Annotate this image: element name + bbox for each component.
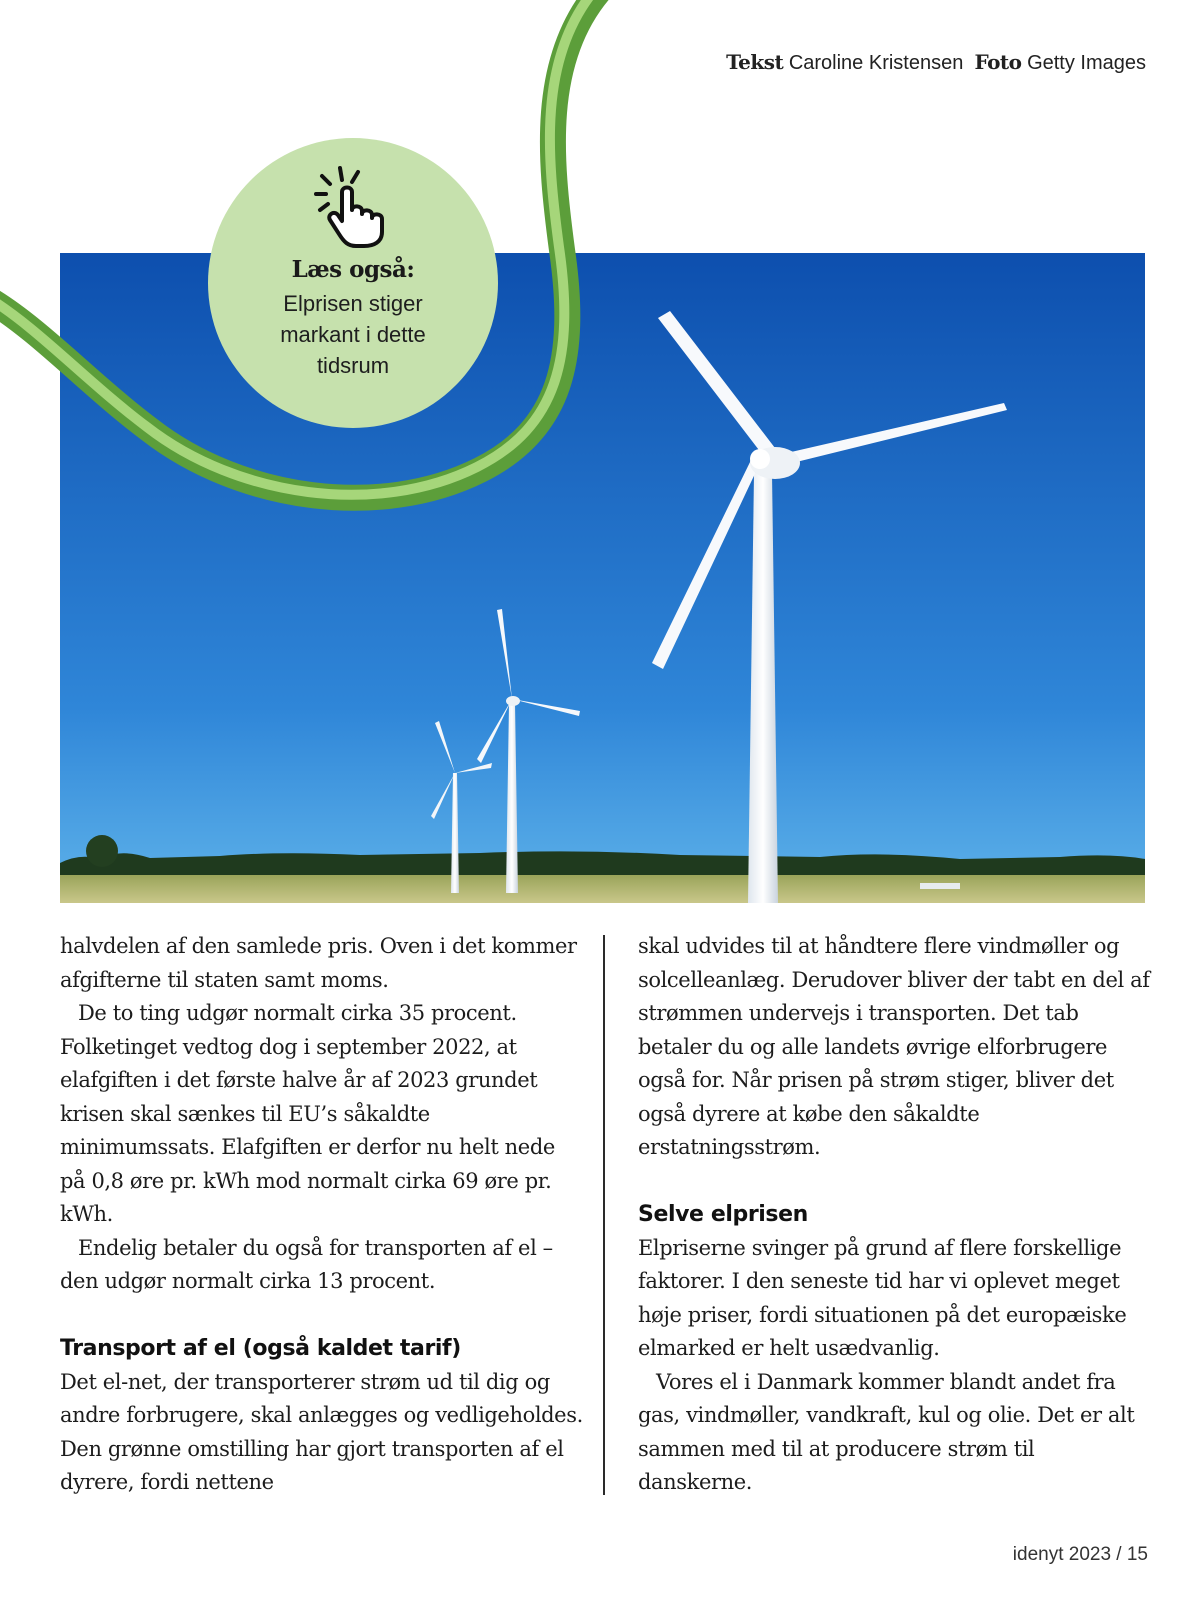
elprice-heading: Selve elprisen	[638, 1202, 808, 1227]
read-also-link-text[interactable]	[238, 288, 468, 381]
tap-hand-icon	[306, 158, 406, 248]
read-also-badge[interactable]	[208, 138, 498, 428]
read-also-line-2: markant i dette	[280, 322, 426, 347]
wind-turbine-photo	[60, 253, 1145, 903]
read-also-label: Læs også:	[291, 256, 415, 283]
left-paragraph-1: halvdelen af den samlede pris. Oven i det kommer afgifterne til staten samt moms.	[60, 934, 577, 992]
author-name: Caroline Kristensen	[788, 52, 964, 74]
photo-label: Foto	[974, 50, 1022, 74]
read-also-line-1: Elprisen stiger	[283, 291, 423, 316]
credits-line	[726, 50, 1146, 75]
right-paragraph-3: Vores el i Danmark kommer blandt andet fra gas, vindmøller, vandkraft, kul og olie. Det er alt sammen med til at producere strøm til danskerne.	[638, 1369, 1135, 1494]
read-also-line-3: tidsrum	[316, 353, 390, 378]
photographer-name: Getty Images	[1027, 52, 1146, 74]
right-column	[638, 930, 1153, 1500]
right-paragraph-2: Elpriserne svinger på grund af flere forskellige faktorer. I den seneste tid har vi oplevet meget høje priser, fordi situationen på det europæiske elmarked er helt usædvanlig.	[638, 1235, 1127, 1360]
left-paragraph-2: De to ting udgør normalt cirka 35 procent. Folketinget vedtog dog i september 2022, at elafgiften i det første halve år af 2023 grundet krisen skal sænkes til EU’s såkaldte minimumssats. Elafgiften er derfor nu helt nede på 0,8 øre pr. kWh mod normalt cirka 69 øre pr. kWh.	[60, 1001, 555, 1226]
left-column	[60, 930, 585, 1500]
right-paragraph-1: skal udvides til at håndtere flere vindmøller og solcelleanlæg. Derudover bliver der tabt en del af strømmen undervejs i transporten. Det tab betaler du og alle landets øvrige elforbrugere også for. Når prisen på strøm stiger, bliver det også dyrere at købe den såkaldte erstatningsstrøm.	[638, 934, 1150, 1159]
column-divider	[603, 935, 605, 1495]
text-label: Tekst	[726, 50, 784, 74]
left-paragraph-4: Det el-net, der transporterer strøm ud til dig og andre forbrugere, skal anlægges og vedligeholdes. Den grønne omstilling har gjort transporten af el dyrere, fordi nettene	[60, 1369, 583, 1494]
page-folio: idenyt 2023 / 15	[1012, 1544, 1148, 1565]
left-paragraph-3: Endelig betaler du også for transporten af el – den udgør normalt cirka 13 procent.	[60, 1235, 553, 1293]
transport-heading: Transport af el (også kaldet tarif)	[60, 1336, 461, 1361]
